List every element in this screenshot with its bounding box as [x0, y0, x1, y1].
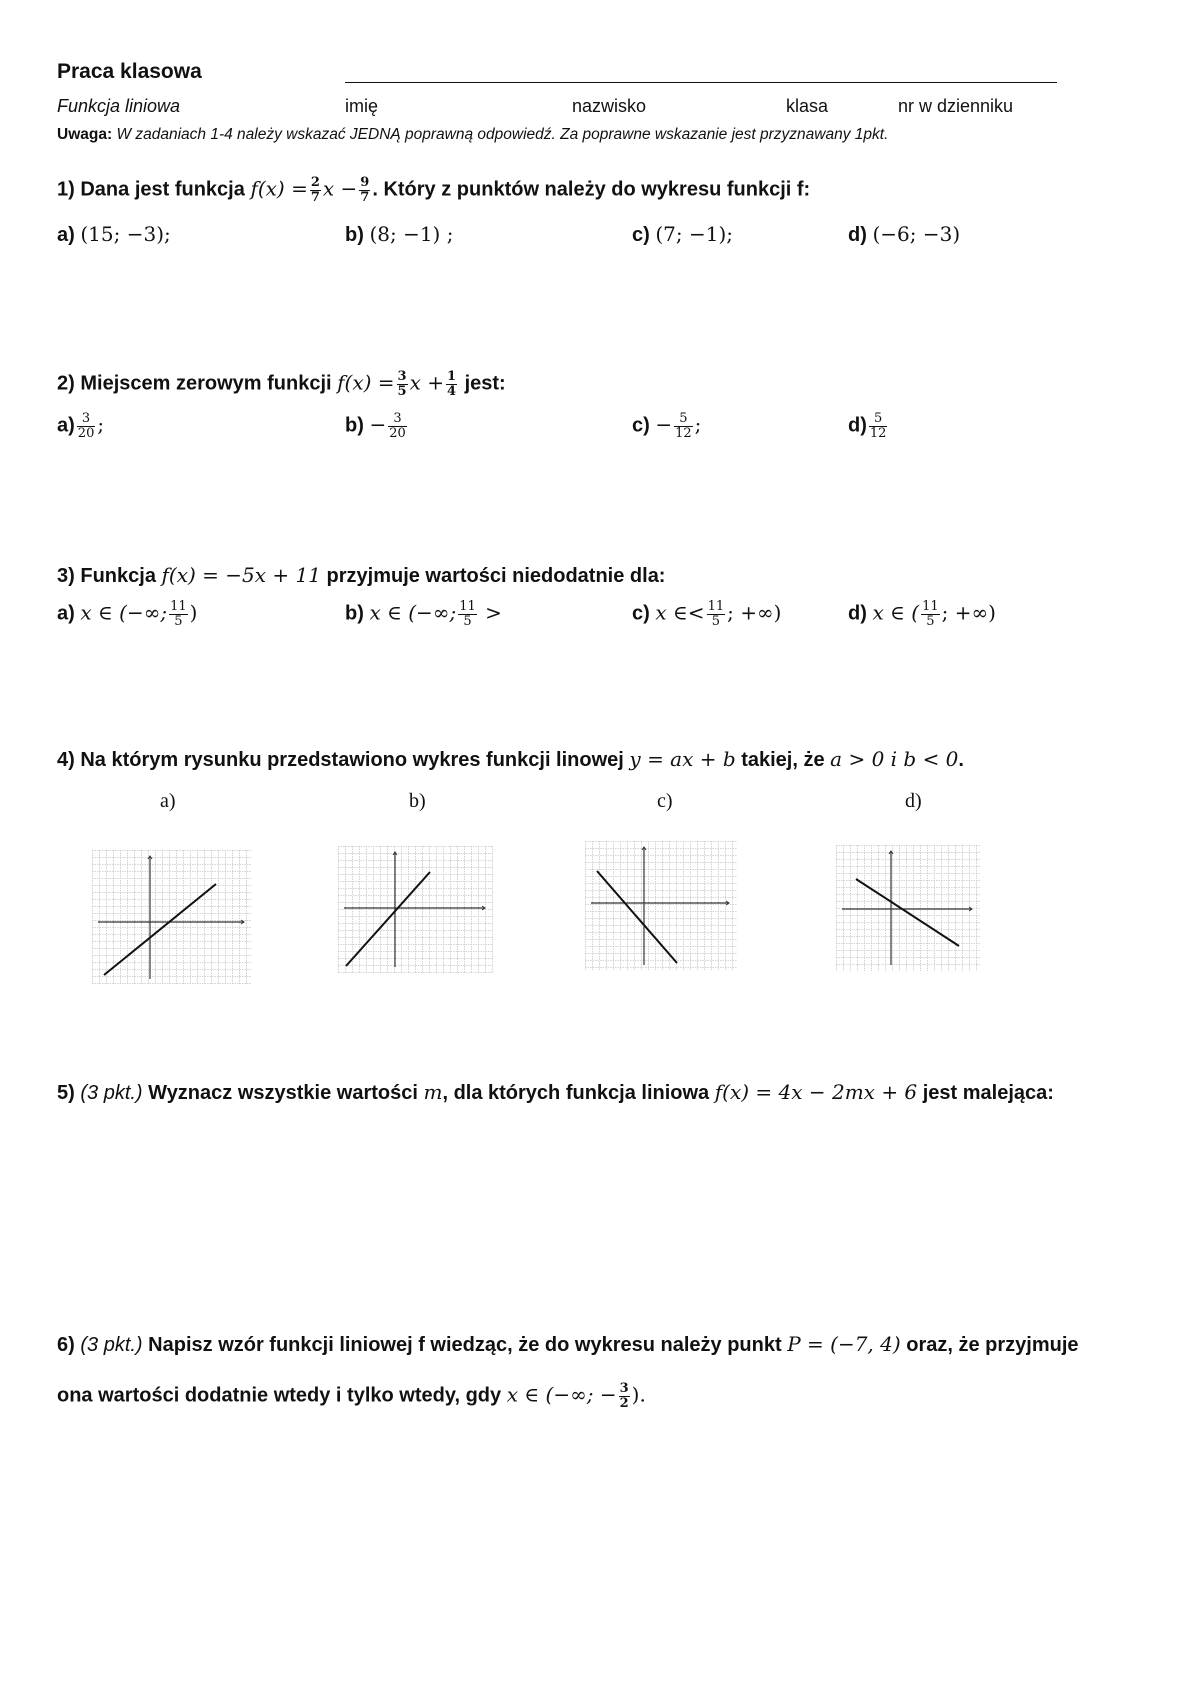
- figure-label-c: c): [657, 790, 673, 812]
- q5-mid: , dla których funkcja liniowa: [442, 1082, 710, 1104]
- student-info-line: [345, 82, 1057, 83]
- q3-number: 3): [57, 565, 75, 587]
- note-text: W zadaniach 1-4 należy wskazać JEDNĄ poprawną odpowiedź. Za poprawne wskazanie jest przyznawany 1pkt.: [116, 126, 889, 143]
- question-6-line-1: [57, 1332, 1079, 1357]
- q2-tail: jest:: [464, 372, 506, 395]
- field-label-register-number: nr w dzienniku: [898, 96, 1014, 116]
- q5-lead: Wyznacz wszystkie wartości: [148, 1082, 418, 1104]
- q4-formula: y = ax + b: [629, 747, 736, 771]
- q2-answer-c[interactable]: c) − $\frac{5}{12}$ ;: [632, 411, 702, 441]
- q2-lead: Miejscem zerowym funkcji: [80, 372, 332, 395]
- graph-a[interactable]: [92, 850, 252, 985]
- function-line-b: [346, 872, 430, 966]
- q2-fraction-1: $\frac{3}{5}$: [397, 369, 407, 399]
- q1-answer-d[interactable]: d) (−6; −3): [848, 222, 961, 246]
- q1-number: 1): [57, 178, 75, 201]
- instructions-note: [57, 126, 888, 144]
- q3-answer-c[interactable]: c) x ∈< $\frac{11}{5}$ ; +∞): [632, 599, 782, 629]
- grid-b: [338, 846, 493, 973]
- q3-answer-b[interactable]: b) x ∈ (−∞; $\frac{11}{5}$ >: [345, 599, 502, 629]
- q4-condition: a > 0 i b < 0: [830, 747, 959, 771]
- q3-lead: Funkcja: [80, 565, 156, 587]
- q1-answer-b[interactable]: b) (8; −1) ;: [345, 222, 454, 246]
- q6-interval-post: ).: [631, 1382, 646, 1407]
- figure-label-d: d): [905, 790, 922, 812]
- note-label: Uwaga:: [57, 126, 113, 143]
- q4-tail: .: [958, 749, 964, 771]
- q3-formula: f(x) = −5x + 11: [161, 563, 321, 587]
- field-label-last-name: nazwisko: [572, 96, 647, 116]
- q5-tail: jest malejąca:: [922, 1082, 1054, 1104]
- q5-number: 5): [57, 1082, 75, 1104]
- q6-number: 6): [57, 1334, 75, 1356]
- page-title: Praca klasowa: [57, 60, 202, 83]
- figure-label-b: b): [409, 790, 426, 812]
- function-line-c: [597, 871, 677, 963]
- q5-variable: m: [423, 1080, 443, 1104]
- q6-points: (3 pkt.): [80, 1334, 143, 1356]
- q2-answer-a[interactable]: a) $\frac{3}{20}$ ;: [57, 411, 105, 441]
- q5-points: (3 pkt.): [80, 1082, 143, 1104]
- graph-b[interactable]: [338, 846, 493, 973]
- q1-tail: . Który z punktów należy do wykresu funkcji f:: [372, 178, 811, 201]
- q1-fx: f(x) =: [250, 176, 308, 201]
- grid-c: [585, 841, 737, 971]
- field-label-class: klasa: [786, 96, 829, 116]
- q4-number: 4): [57, 749, 75, 771]
- q5-formula: f(x) = 4x − 2mx + 6: [714, 1080, 918, 1104]
- question-3: [57, 563, 665, 588]
- q3-tail: przyjmuje wartości niedodatnie dla:: [326, 565, 666, 587]
- graph-d[interactable]: [836, 845, 980, 971]
- question-6-line-2: [57, 1382, 646, 1410]
- q6-lead: Napisz wzór funkcji liniowej f wiedząc, że do wykresu należy punkt: [148, 1334, 782, 1356]
- question-4: [57, 747, 964, 772]
- question-2: [57, 370, 506, 398]
- grid-d: [836, 845, 980, 971]
- q2-answer-d[interactable]: d) $\frac{5}{12}$: [848, 411, 887, 441]
- graph-c[interactable]: [585, 841, 737, 971]
- q6-point: P = (−7, 4): [787, 1332, 901, 1356]
- q3-answer-d[interactable]: d) x ∈ ( $\frac{11}{5}$ ; +∞): [848, 599, 996, 629]
- q6-line2-lead: ona wartości dodatnie wtedy i tylko wtedy, gdy: [57, 1384, 502, 1407]
- question-5: [57, 1080, 1054, 1105]
- q2-number: 2): [57, 372, 75, 395]
- q2-fx: f(x) =: [337, 370, 395, 395]
- q1-mid: x −: [322, 176, 358, 201]
- q2-mid: x +: [409, 370, 444, 395]
- question-1: [57, 176, 810, 204]
- page-subtitle: Funkcja liniowa: [57, 96, 181, 116]
- q4-mid: takiej, że: [741, 749, 825, 771]
- q1-lead: Dana jest funkcja: [80, 178, 245, 201]
- q2-answer-b[interactable]: b) − $\frac{3}{20}$: [345, 411, 406, 441]
- q2-fraction-2: $\frac{1}{4}$: [446, 369, 457, 399]
- q6-tail: oraz, że przyjmuje: [906, 1334, 1079, 1356]
- q3-answer-a[interactable]: a) x ∈ (−∞; $\frac{11}{5}$ ): [57, 599, 198, 629]
- q1-fraction-1: $\frac{2}{7}$: [310, 175, 320, 205]
- q4-lead: Na którym rysunku przedstawiono wykres funkcji linowej: [80, 749, 624, 771]
- q1-answer-a[interactable]: a) (15; −3);: [57, 222, 171, 246]
- figure-label-a: a): [160, 790, 176, 812]
- q6-fraction: $\frac{3}{2}$: [619, 1381, 629, 1411]
- field-label-first-name: imię: [345, 96, 379, 116]
- q6-interval-pre: x ∈ (−∞; −: [506, 1382, 617, 1407]
- q1-answer-c[interactable]: c) (7; −1);: [632, 222, 734, 246]
- q1-fraction-2: $\frac{9}{7}$: [360, 175, 370, 205]
